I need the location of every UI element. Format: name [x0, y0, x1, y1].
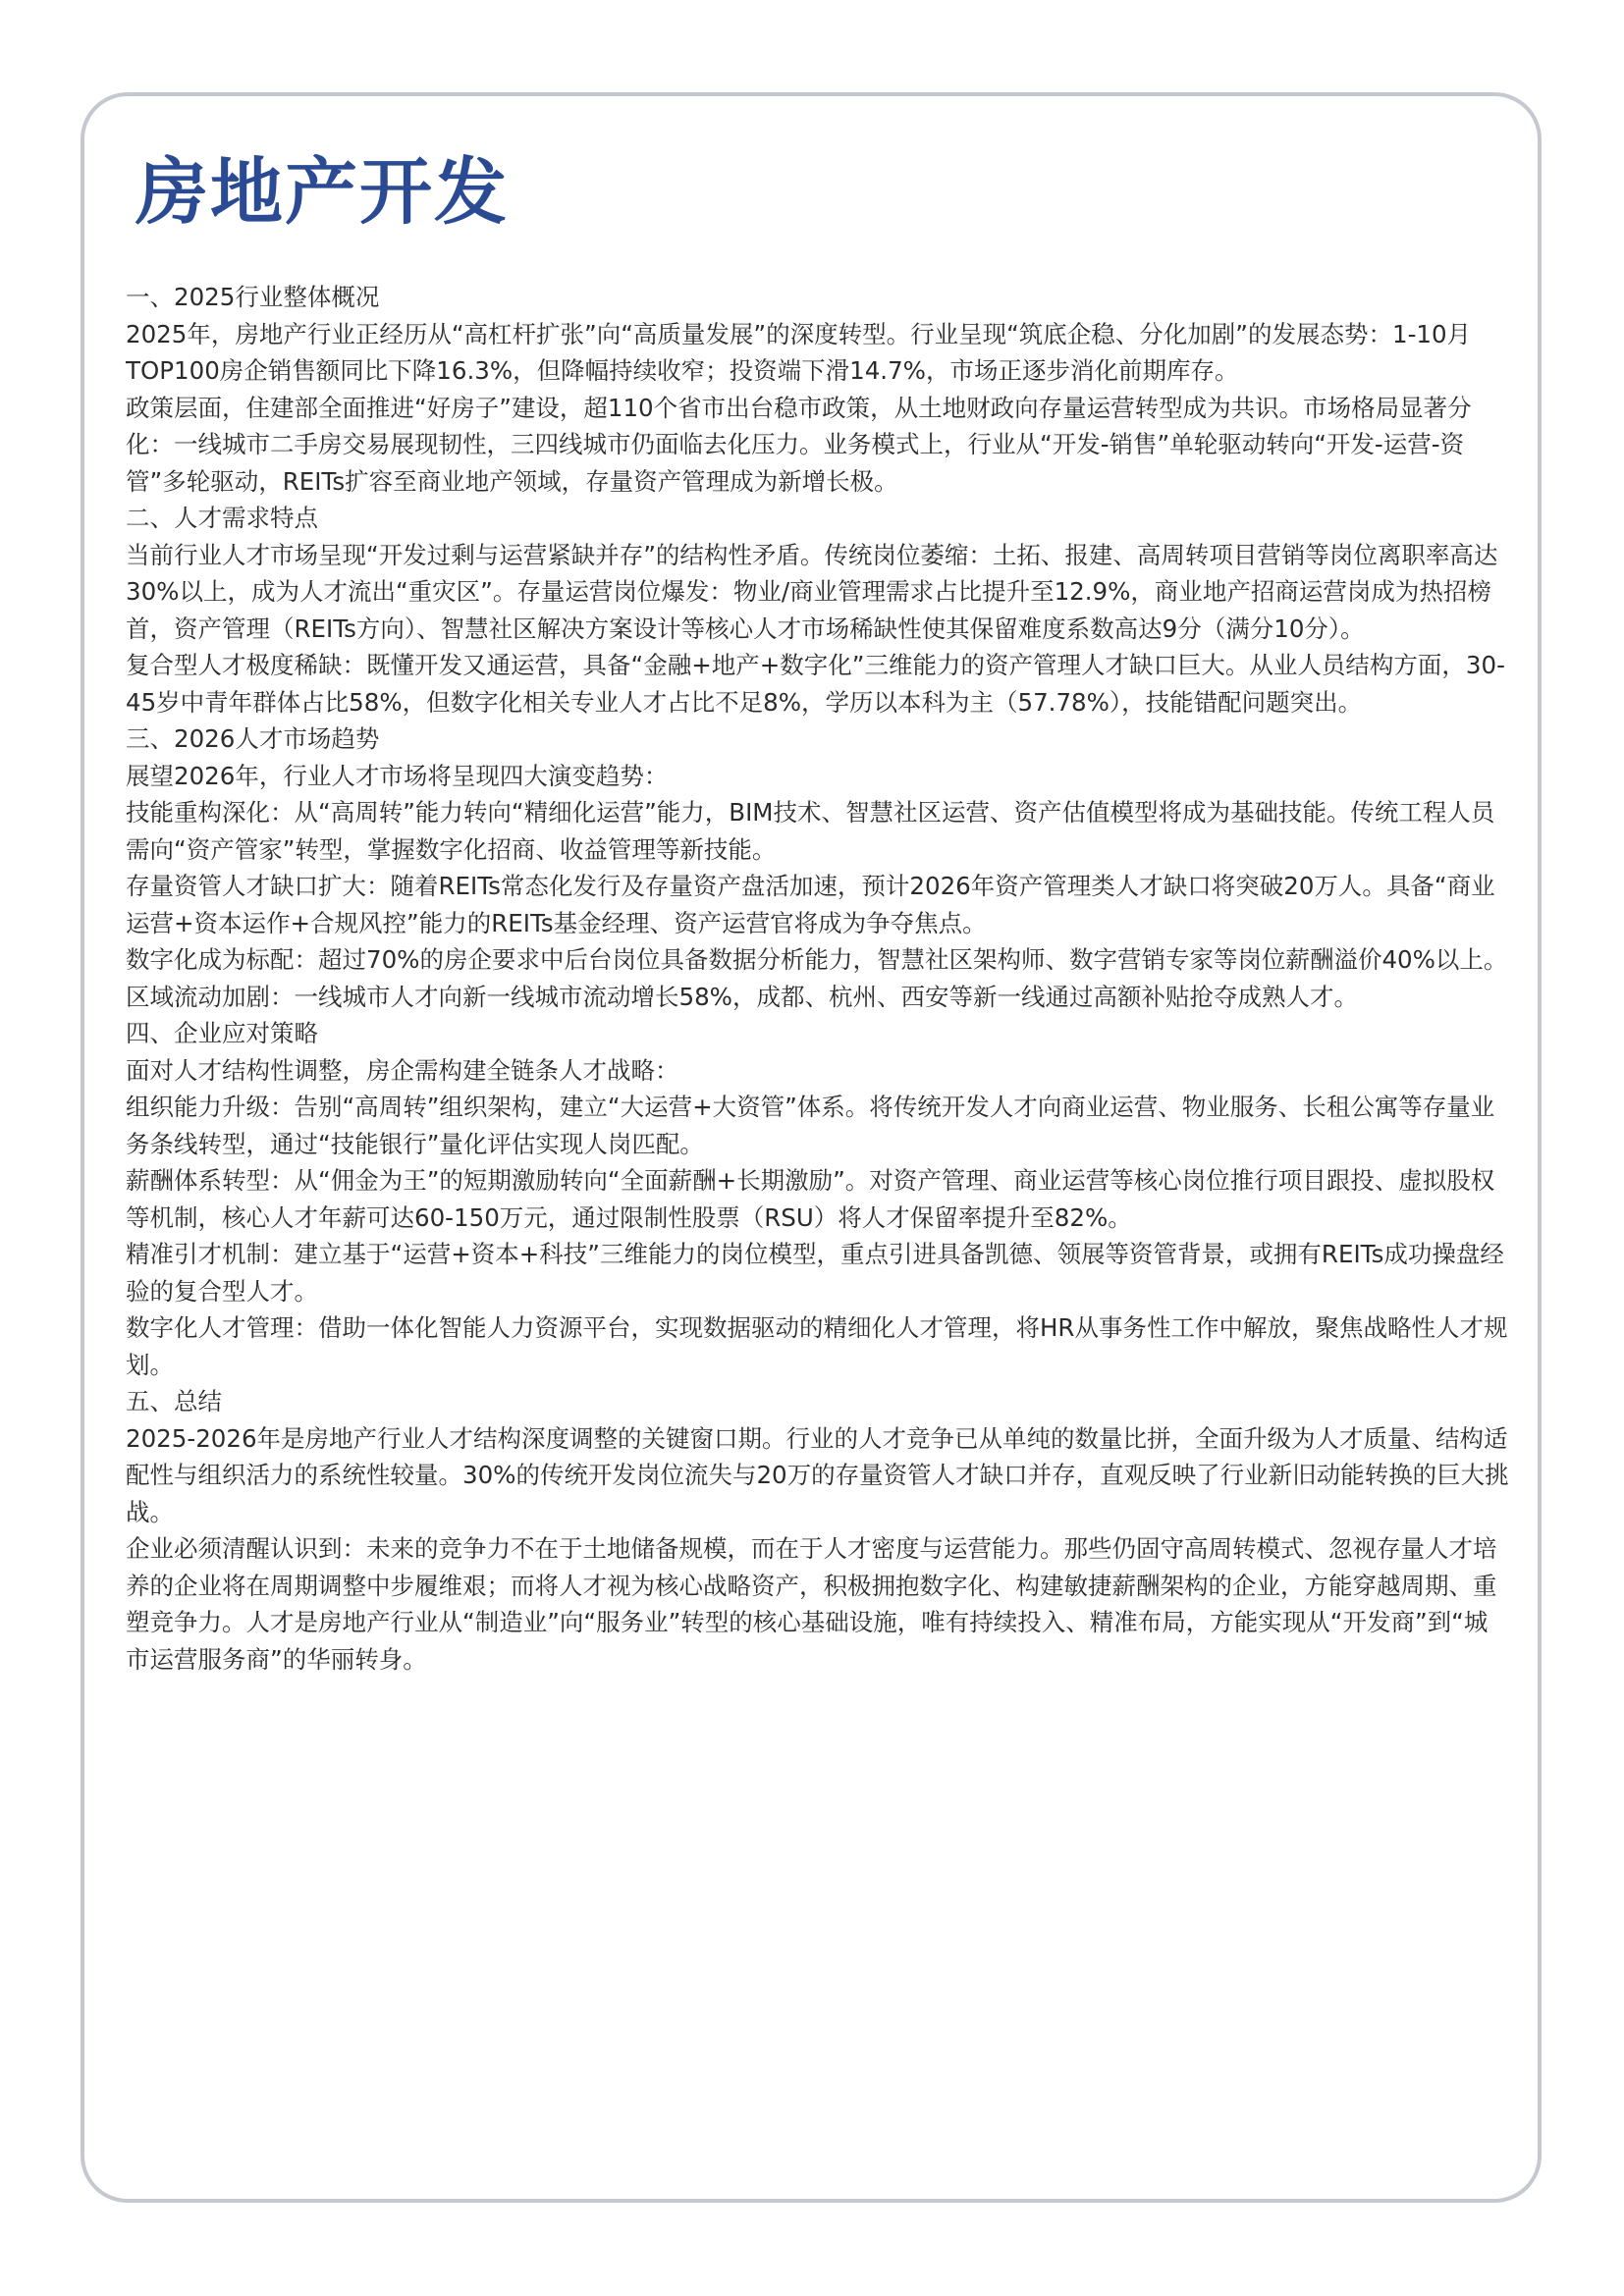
article-body	[126, 279, 1510, 1678]
paragraph: 薪酬体系转型：从“佣金为王”的短期激励转向“全面薪酬+长期激励”。对资产管理、商业运营等核心岗位推行项目跟投、虚拟股权等机制，核心人才年薪可达60-150万元，通过限制性股票（RSU）将人才保留率提升至82%。	[126, 1166, 1495, 1232]
paragraph: 展望2026年，行业人才市场将呈现四大演变趋势：	[126, 761, 669, 790]
section-heading: 三、2026人才市场趋势	[126, 724, 380, 753]
paragraph: 当前行业人才市场呈现“开发过剩与运营紧缺并存”的结构性矛盾。传统岗位萎缩：土拓、报建、高周转项目营销等岗位离职率高达30%以上，成为人才流出“重灾区”。存量运营岗位爆发：物业/商业管理需求占比提升至12.9%，商业地产招商运营岗成为热招榜首，资产管理（REITs方向）、智慧社区解决方案设计等核心人才市场稀缺性使其保留难度系数高达9分（满分10分）。	[126, 540, 1498, 643]
paragraph: 复合型人才极度稀缺：既懂开发又通运营，具备“金融+地产+数字化”三维能力的资产管理人才缺口巨大。从业人员结构方面，30-45岁中青年群体占比58%，但数字化相关专业人才占比不足8%，学历以本科为主（57.78%），技能错配问题突出。	[126, 651, 1505, 717]
section-heading: 一、2025行业整体概况	[126, 283, 380, 311]
paragraph: 数字化成为标配：超过70%的房企要求中后台岗位具备数据分析能力，智慧社区架构师、数字营销专家等岗位薪酬溢价40%以上。	[126, 945, 1508, 974]
section-heading: 五、总结	[126, 1387, 222, 1415]
paragraph: 2025年，房地产行业正经历从“高杠杆扩张”向“高质量发展”的深度转型。行业呈现“筑底企稳、分化加剧”的发展态势：1-10月TOP100房企销售额同比下降16.3%，但降幅持续收窄；投资端下滑14.7%，市场正逐步消化前期库存。	[126, 319, 1472, 385]
paragraph: 精准引才机制：建立基于“运营+资本+科技”三维能力的岗位模型，重点引进具备凯德、领展等资管背景，或拥有REITs成功操盘经验的复合型人才。	[126, 1240, 1504, 1306]
section-heading: 二、人才需求特点	[126, 504, 318, 532]
page-title: 房地产开发	[135, 150, 509, 235]
section-heading: 四、企业应对策略	[126, 1019, 318, 1047]
paragraph: 2025-2026年是房地产行业人才结构深度调整的关键窗口期。行业的人才竞争已从单纯的数量比拼，全面升级为人才质量、结构适配性与组织活力的系统性较量。30%的传统开发岗位流失与20万的存量资管人才缺口并存，直观反映了行业新旧动能转换的巨大挑战。	[126, 1423, 1509, 1526]
paragraph: 政策层面，住建部全面推进“好房子”建设，超110个省市出台稳市政策，从土地财政向存量运营转型成为共识。市场格局显著分化：一线城市二手房交易展现韧性，三四线城市仍面临去化压力。业务模式上，行业从“开发-销售”单轮驱动转向“开发-运营-资管”多轮驱动，REITs扩容至商业地产领域，存量资产管理成为新增长极。	[126, 393, 1472, 496]
paragraph: 面对人才结构性调整，房企需构建全链条人才战略：	[126, 1055, 679, 1085]
paragraph: 企业必须清醒认识到：未来的竞争力不在于土地储备规模，而在于人才密度与运营能力。那些仍固守高周转模式、忽视存量人才培养的企业将在周期调整中步履维艰；而将人才视为核心战略资产，积极拥抱数字化、构建敏捷薪酬架构的企业，方能穿越周期、重塑竞争力。人才是房地产行业从“制造业”向“服务业”转型的核心基础设施，唯有持续投入、精准布局，方能实现从“开发商”到“城市运营服务商”的华丽转身。	[126, 1534, 1497, 1674]
paragraph: 组织能力升级：告别“高周转”组织架构，建立“大运营+大资管”体系。将传统开发人才向商业运营、物业服务、长租公寓等存量业务条线转型，通过“技能银行”量化评估实现人岗匹配。	[126, 1093, 1495, 1158]
paragraph: 数字化人才管理：借助一体化智能人力资源平台，实现数据驱动的精细化人才管理，将HR从事务性工作中解放，聚焦战略性人才规划。	[126, 1313, 1508, 1379]
paragraph: 技能重构深化：从“高周转”能力转向“精细化运营”能力，BIM技术、智慧社区运营、资产估值模型将成为基础技能。传统工程人员需向“资产管家”转型，掌握数字化招商、收益管理等新技能。	[126, 798, 1495, 864]
paragraph: 区域流动加剧：一线城市人才向新一线城市流动增长58%，成都、杭州、西安等新一线通过高额补贴抢夺成熟人才。	[126, 982, 1358, 1011]
paragraph: 存量资管人才缺口扩大：随着REITs常态化发行及存量资产盘活加速，预计2026年资产管理类人才缺口将突破20万人。具备“商业运营+资本运作+合规风控”能力的REITs基金经理、资产运营官将成为争夺焦点。	[126, 872, 1495, 937]
